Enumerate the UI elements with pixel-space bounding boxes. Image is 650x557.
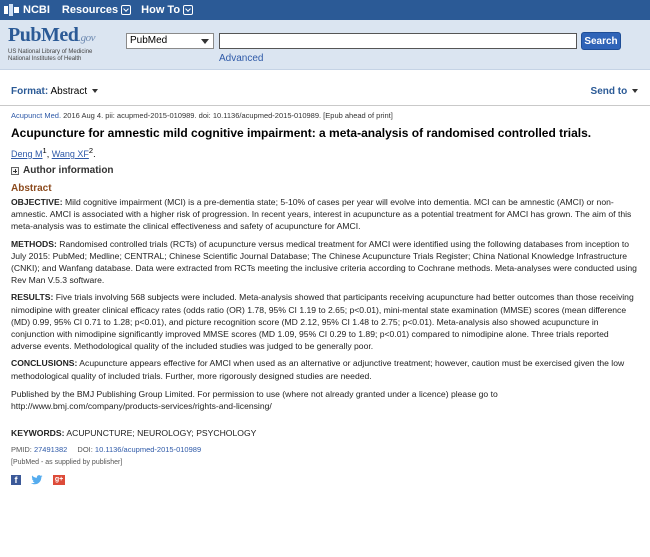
- nlm-label: US National Library of Medicine: [8, 49, 93, 55]
- section-text: Randomised controlled trials (RCTs) of acupuncture versus medical treatment for AMCI were identified using the following databases from inception to July 2015: PubMed; Medline; CENTRAL; Chinese Scientific Journal Database; The Chinese Acupuncture Trials Register; China National Knowledge Infrastructure (CNKI); and Wanfang database. Data were extracted from RCTs meeting the inclusive criteria according to Cochrane methods. Meta-analyses were conducted using Rev Man V.5.3 software.: [11, 238, 637, 286]
- format-label: Format:: [11, 86, 49, 97]
- send-to-menu[interactable]: [591, 86, 638, 97]
- chevron-down-icon: [183, 5, 193, 15]
- citation-line: [11, 111, 639, 120]
- keywords: [11, 428, 639, 438]
- pmid-label: PMID:: [11, 445, 32, 455]
- nih-label: National Institutes of Health: [8, 56, 82, 62]
- ncbi-logo[interactable]: [4, 4, 50, 16]
- expand-plus-icon: [11, 167, 19, 175]
- pmid-link[interactable]: 27491382: [33, 445, 68, 455]
- article-content: [0, 111, 650, 485]
- ncbi-brand-text: NCBI: [23, 4, 50, 16]
- chevron-down-icon: [632, 89, 638, 93]
- google-plus-icon[interactable]: g+: [54, 476, 64, 484]
- pubmed-logo[interactable]: [8, 24, 95, 63]
- format-selector[interactable]: [11, 86, 98, 97]
- ncbi-logo-icon: [4, 4, 20, 16]
- database-select-value: PubMed: [130, 35, 168, 46]
- abstract-results: [11, 291, 639, 352]
- dropdown-arrow-icon: [201, 39, 209, 44]
- keywords-label: KEYWORDS:: [11, 428, 65, 439]
- send-to-label: Send to: [590, 86, 628, 97]
- search-button[interactable]: Search: [581, 32, 621, 50]
- how-to-menu[interactable]: [141, 4, 193, 16]
- twitter-icon[interactable]: [31, 475, 43, 485]
- author-affiliation-sup: 1: [42, 146, 47, 155]
- section-text: Five trials involving 568 subjects were included. Meta-analysis showed that participants receiving acupuncture had better outcomes than those receiving nimodipine with greater clinical efficacy rates (odds ratio (OR) 1.78, 95% CI 1.19 to 2.65; p<0.01), mini-mental state examination (MMSE) scores (mean difference (MD) 0.99, 95% CI 0.71 to 1.28; p<0.01), and picture recognition score (MD 2.12, 95% CI 1.48 to 2.75; p<0.01). Meta-analysis also showed acupuncture in conjunction with nimodipine significantly improved MMSE scores (MD 1.09, 95% CI 0.29 to 1.89; p<0.01) compared to nimodipine alone. Three trials reported adverse events. Methodological quality of the included studies was judged to be generally poor.: [11, 292, 634, 352]
- chevron-down-icon: [92, 89, 98, 93]
- identifiers: [11, 445, 639, 454]
- publisher-note: Published by the BMJ Publishing Group Limited. For permission to use (where not already granted under a licence) please go to http://www.bmj.com/company/products-services/rights-and-licensing/: [11, 388, 498, 412]
- citation-details: 2016 Aug 4. pii: acupmed-2015-010989. doi: 10.1136/acupmed-2015-010989. [Epub ahead of print]: [63, 111, 393, 120]
- advanced-search-link[interactable]: Advanced: [219, 53, 264, 64]
- section-label: CONCLUSIONS:: [11, 358, 78, 369]
- author-list: Deng $M^1$, Wang $XF^2$.: [11, 146, 96, 159]
- search-header: [0, 20, 650, 70]
- database-select[interactable]: [126, 33, 214, 49]
- section-label: METHODS:: [11, 238, 57, 249]
- pubmed-logo-gov: .gov: [78, 32, 95, 44]
- format-bar: [0, 80, 650, 106]
- ncbi-topbar: [0, 0, 650, 20]
- author-link[interactable]: Deng M: [11, 149, 43, 159]
- abstract-heading: Abstract: [11, 183, 52, 194]
- section-label: RESULTS:: [11, 292, 54, 303]
- article-title: Acupuncture for amnestic mild cognitive impairment: a meta-analysis of randomised controlled trials.: [11, 126, 592, 140]
- pubmed-logo-text: PubMed: [8, 24, 79, 46]
- abstract-methods: [11, 238, 639, 287]
- chevron-down-icon: [121, 5, 131, 15]
- section-label: OBJECTIVE:: [11, 197, 63, 207]
- keywords-text: ACUPUNCTURE; NEUROLOGY; PSYCHOLOGY: [66, 428, 257, 439]
- pubmed-status: [PubMed - as supplied by publisher]: [11, 459, 123, 467]
- resources-label: Resources: [61, 4, 119, 16]
- abstract-objective: [11, 196, 639, 233]
- section-text: Mild cognitive impairment (MCI) is a pre-dementia state; 5-10% of cases per year will evolve into dementia. MCI can be amnestic (AMCI) or non-amnestic. AMCI is associated with a higher risk of progression. In recent years, interest in acupuncture as a potential treatment for AMCI has grown. The aim of this meta-analysis was to estimate the clinical effectiveness and safety of acupuncture for AMCI.: [11, 197, 632, 232]
- doi-label: DOI:: [77, 445, 93, 455]
- doi-link[interactable]: 10.1136/acupmed-2015-010989: [94, 445, 202, 455]
- author-link[interactable]: Wang XF: [51, 149, 89, 159]
- how-to-label: How To: [141, 4, 181, 16]
- share-bar: [11, 475, 639, 485]
- journal-link[interactable]: Acupunct Med.: [11, 111, 62, 120]
- resources-menu[interactable]: [62, 4, 131, 16]
- author-information-toggle[interactable]: [11, 165, 639, 176]
- search-input[interactable]: [219, 33, 577, 49]
- section-text: Acupuncture appears effective for AMCI when used as an alternative or adjunctive treatment; however, caution must be exercised given the low methodological quality of included trials. Further, more rigorously designed studies are needed.: [11, 358, 625, 381]
- author-information-label: Author information: [23, 165, 114, 176]
- facebook-icon[interactable]: f: [11, 475, 21, 485]
- abstract-conclusions: [11, 357, 639, 381]
- author-affiliation-sup: 2: [88, 146, 94, 155]
- format-value: Abstract: [50, 86, 88, 97]
